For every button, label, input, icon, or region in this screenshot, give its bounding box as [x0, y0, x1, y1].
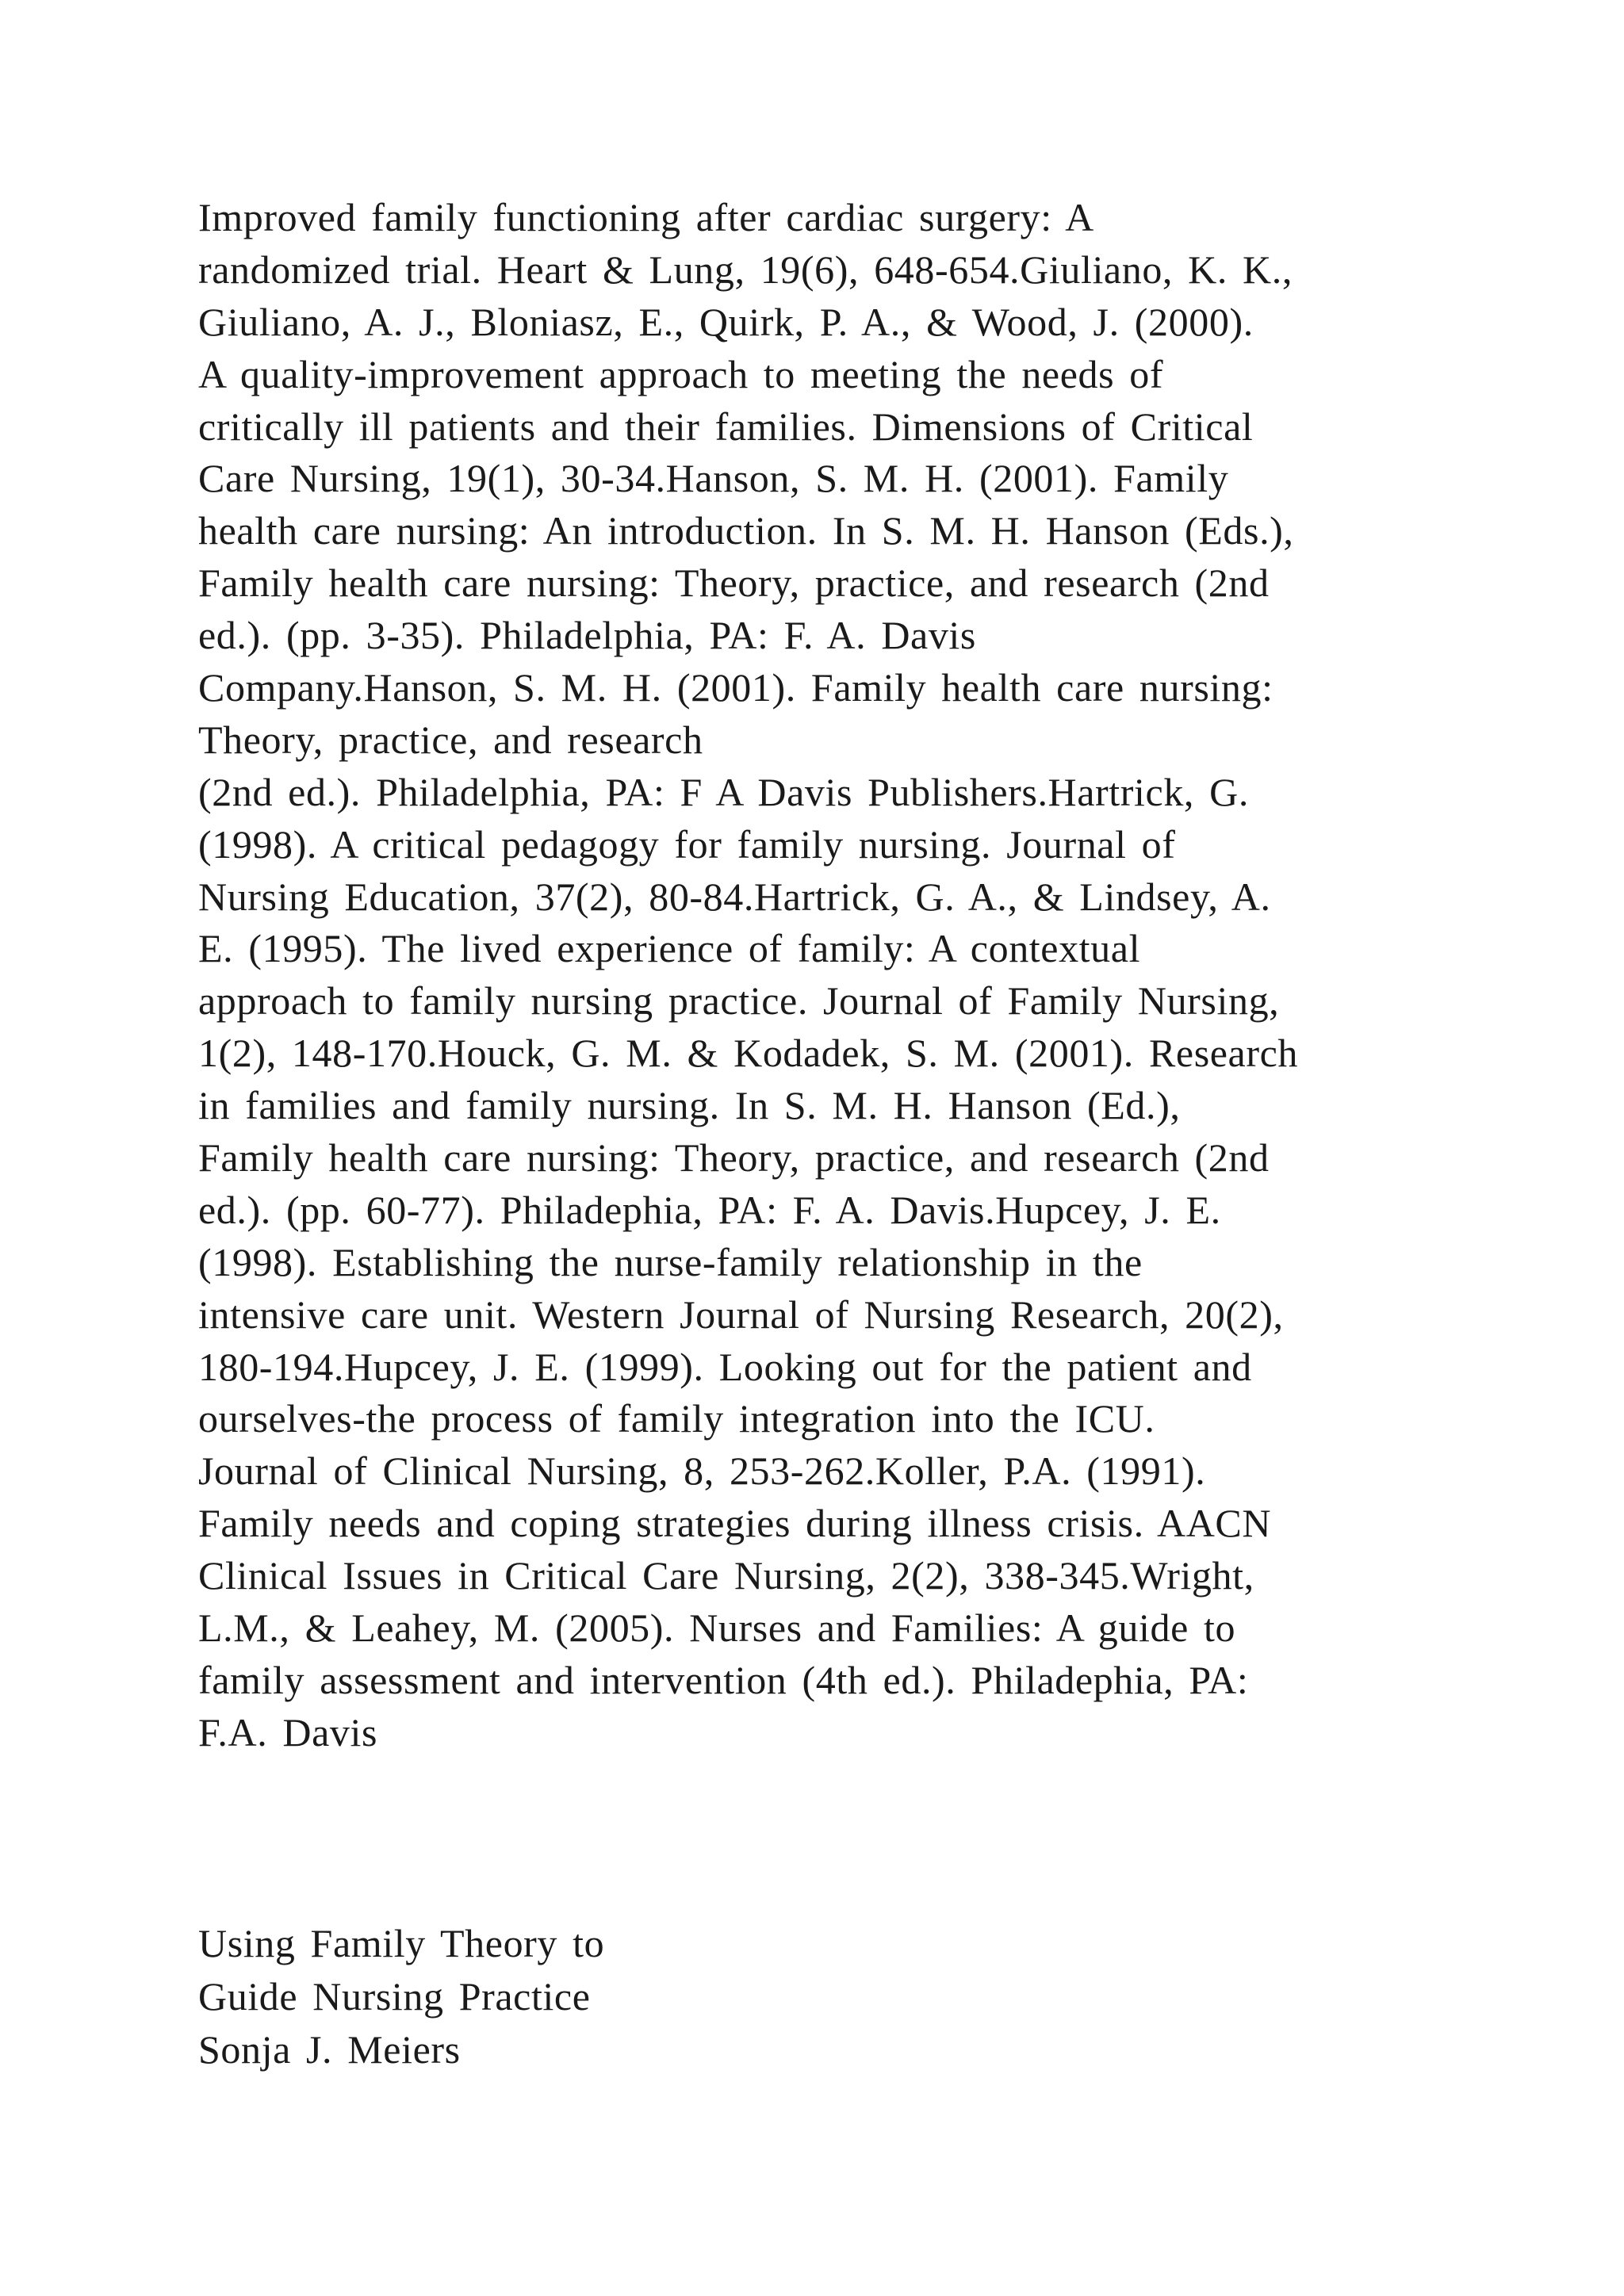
reference-line: L.M., & Leahey, M. (2005). Nurses and Families: A guide to: [198, 1605, 1236, 1651]
reference-line: Giuliano, A. J., Bloniasz, E., Quirk, P. A., & Wood, J. (2000).: [198, 299, 1254, 344]
reference-line: Company.Hanson, S. M. H. (2001). Family health care nursing:: [198, 665, 1274, 710]
reference-line: health care nursing: An introduction. In S. M. H. Hanson (Eds.),: [198, 508, 1294, 553]
section-title-line-2: Guide Nursing Practice: [198, 1974, 591, 2019]
reference-line: E. (1995). The lived experience of family: A contextual: [198, 926, 1141, 971]
reference-line: 1(2), 148-170.Houck, G. M. & Kodadek, S. M. (2001). Research: [198, 1031, 1298, 1076]
reference-line: approach to family nursing practice. Journal of Family Nursing,: [198, 978, 1280, 1024]
reference-line: (2nd ed.). Philadelphia, PA: F A Davis Publishers.Hartrick, G.: [198, 769, 1249, 814]
reference-line: Family health care nursing: Theory, practice, and research (2nd: [198, 1135, 1270, 1181]
section-author: Sonja J. Meiers: [198, 2027, 461, 2072]
reference-line: ed.). (pp. 3-35). Philadelphia, PA: F. A. Davis: [198, 613, 976, 658]
reference-line: Care Nursing, 19(1), 30-34.Hanson, S. M. H. (2001). Family: [198, 456, 1229, 501]
reference-line: F.A. Davis: [198, 1709, 378, 1755]
section-title-block: [198, 1917, 991, 2076]
reference-line: 180-194.Hupcey, J. E. (1999). Looking out for the patient and: [198, 1344, 1252, 1389]
reference-line: A quality-improvement approach to meeting the needs of: [198, 351, 1164, 396]
reference-line: Family needs and coping strategies during illness crisis. AACN: [198, 1501, 1272, 1546]
reference-line: family assessment and intervention (4th ed.). Philadephia, PA:: [198, 1657, 1249, 1702]
reference-line: Improved family functioning after cardiac surgery: A: [198, 195, 1094, 239]
reference-line: ourselves-the process of family integration into the ICU.: [198, 1396, 1155, 1441]
reference-line: Nursing Education, 37(2), 80-84.Hartrick, G. A., & Lindsey, A.: [198, 874, 1271, 919]
reference-line: (1998). A critical pedagogy for family nursing. Journal of: [198, 821, 1176, 867]
reference-line: Family health care nursing: Theory, practice, and research (2nd: [198, 561, 1270, 606]
reference-line: in families and family nursing. In S. M. H. Hanson (Ed.),: [198, 1083, 1181, 1128]
section-title-line-1: Using Family Theory to: [198, 1921, 605, 1965]
reference-list: [198, 192, 1499, 1759]
reference-line: ed.). (pp. 60-77). Philadephia, PA: F. A. Davis.Hupcey, J. E.: [198, 1187, 1221, 1232]
reference-line: Journal of Clinical Nursing, 8, 253-262.Koller, P.A. (1991).: [198, 1448, 1206, 1494]
reference-line: Theory, practice, and research: [198, 717, 703, 762]
reference-line: intensive care unit. Western Journal of Nursing Research, 20(2),: [198, 1292, 1284, 1337]
reference-line: critically ill patients and their families. Dimensions of Critical: [198, 404, 1254, 449]
reference-line: Clinical Issues in Critical Care Nursing, 2(2), 338-345.Wright,: [198, 1553, 1254, 1598]
reference-line: (1998). Establishing the nurse-family relationship in the: [198, 1239, 1143, 1284]
reference-line: randomized trial. Heart & Lung, 19(6), 648-654.Giuliano, K. K.,: [198, 247, 1293, 292]
